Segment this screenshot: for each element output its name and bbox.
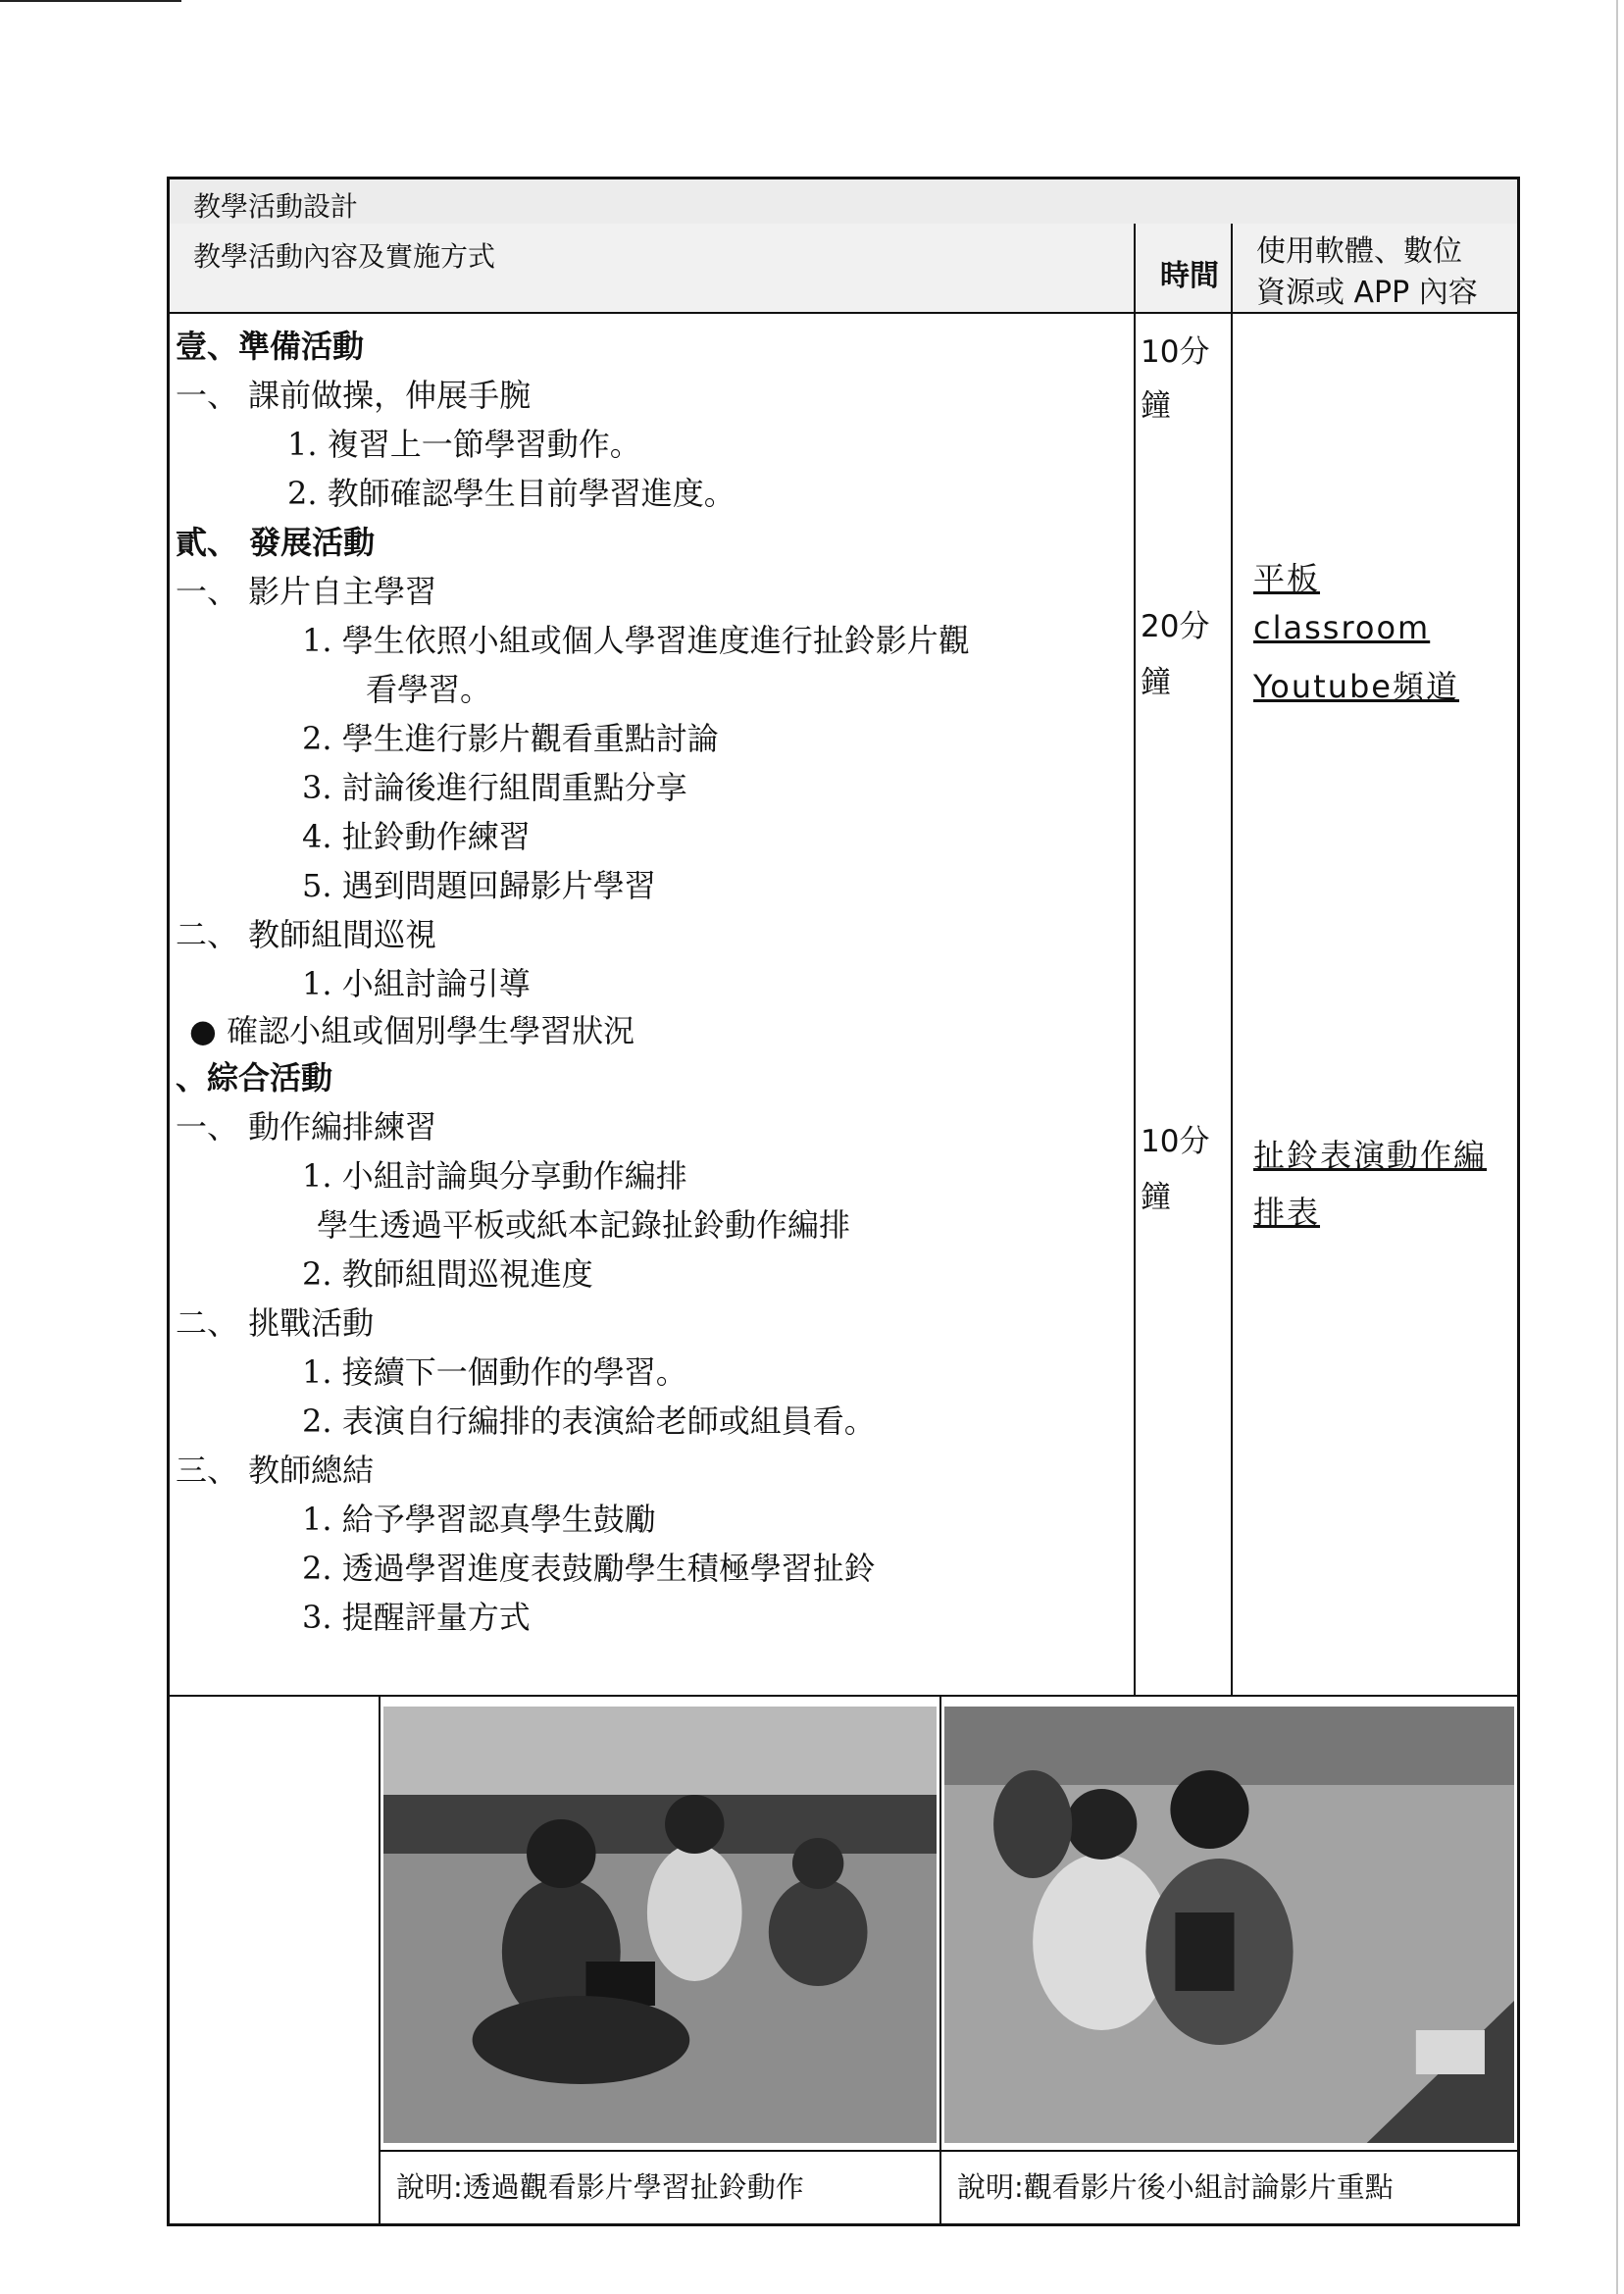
scan-artifact-line xyxy=(0,0,181,2)
header-resource xyxy=(1256,231,1511,314)
list-item: 2. 學生進行影片觀看重點討論 xyxy=(302,720,719,757)
table-header-row xyxy=(170,224,1517,314)
list-item: 一、 課前做操，伸展手腕 xyxy=(176,377,532,414)
photo-group-discussion xyxy=(944,1707,1514,2143)
list-item: 三、 教師總結 xyxy=(176,1452,375,1489)
header-time: 時間 xyxy=(1160,259,1219,293)
header-resource-line1: 使用軟體、數位 xyxy=(1256,234,1462,269)
caption-divider xyxy=(381,2150,939,2152)
list-item: 2. 透過學習進度表鼓勵學生積極學習扯鈴 xyxy=(302,1550,876,1587)
header-resource-line2: 資源或 APP 內容 xyxy=(1256,276,1478,310)
time-value: 鐘 xyxy=(1141,1180,1171,1215)
time-value: 鐘 xyxy=(1141,665,1171,700)
list-item: 3. 提醒評量方式 xyxy=(302,1599,531,1636)
resource-item: classroom xyxy=(1253,609,1431,646)
time-value: 鐘 xyxy=(1141,388,1171,424)
time-value: 10分 xyxy=(1141,1124,1210,1159)
time-value: 20分 xyxy=(1141,609,1210,644)
list-item: 2. 表演自行編排的表演給老師或組員看。 xyxy=(302,1402,876,1440)
scan-edge xyxy=(1616,0,1618,2294)
column-divider-time xyxy=(1134,224,1136,1695)
list-item: 1. 接續下一個動作的學習。 xyxy=(302,1353,687,1391)
list-item: 二、 挑戰活動 xyxy=(176,1304,375,1342)
photo-row-blank-cell xyxy=(170,1697,381,2223)
list-item: 1. 小組討論與分享動作編排 xyxy=(302,1157,687,1195)
list-item: 1. 學生依照小組或個人學習進度進行扯鈴影片觀 xyxy=(302,622,970,659)
resource-item: Youtube頻道 xyxy=(1253,668,1459,705)
resource-item: 排表 xyxy=(1253,1194,1321,1231)
time-value: 10分 xyxy=(1141,334,1210,370)
table-title: 教學活動設計 xyxy=(193,190,359,223)
section-heading: 壹、準備活動 xyxy=(176,328,365,365)
list-item: 5. 遇到問題回歸影片學習 xyxy=(302,867,656,904)
list-item: 二、 教師組間巡視 xyxy=(176,916,437,953)
list-item: 2. 教師組間巡視進度 xyxy=(302,1255,593,1293)
photo-caption: 說明:透過觀看影片學習扯鈴動作 xyxy=(396,2170,804,2204)
list-item: 4. 扯鈴動作練習 xyxy=(302,818,531,855)
list-item: 3. 討論後進行組間重點分享 xyxy=(302,769,687,806)
section-heading: 、綜合活動 xyxy=(176,1059,333,1096)
resource-item: 平板 xyxy=(1253,560,1321,597)
photo-students-watching-video xyxy=(383,1707,937,2143)
section-heading: 貳、 發展活動 xyxy=(176,524,376,561)
resource-item: 扯鈴表演動作編 xyxy=(1253,1137,1488,1174)
list-item: 1. 小組討論引導 xyxy=(302,965,531,1002)
photo-cell xyxy=(381,1697,941,2223)
list-item: 2. 教師確認學生目前學習進度。 xyxy=(287,475,736,512)
list-item: 一、 影片自主學習 xyxy=(176,573,437,610)
bullet-item: ● 確認小組或個別學生學習狀況 xyxy=(189,1012,635,1049)
list-item: 學生透過平板或紙本記錄扯鈴動作編排 xyxy=(317,1206,851,1244)
list-item: 1. 複習上一節學習動作。 xyxy=(287,426,641,463)
photo-caption: 說明:觀看影片後小組討論影片重點 xyxy=(957,2170,1394,2204)
header-content: 教學活動內容及實施方式 xyxy=(193,240,496,273)
lesson-plan-table xyxy=(167,177,1520,2226)
list-item: 1. 給予學習認真學生鼓勵 xyxy=(302,1501,656,1538)
table-title-row xyxy=(170,179,1517,226)
column-divider-resource xyxy=(1231,224,1233,1695)
list-item: 一、 動作編排練習 xyxy=(176,1108,437,1146)
photo-cell xyxy=(941,1697,1517,2223)
caption-divider xyxy=(941,2150,1517,2152)
list-item: 看學習。 xyxy=(366,671,492,708)
